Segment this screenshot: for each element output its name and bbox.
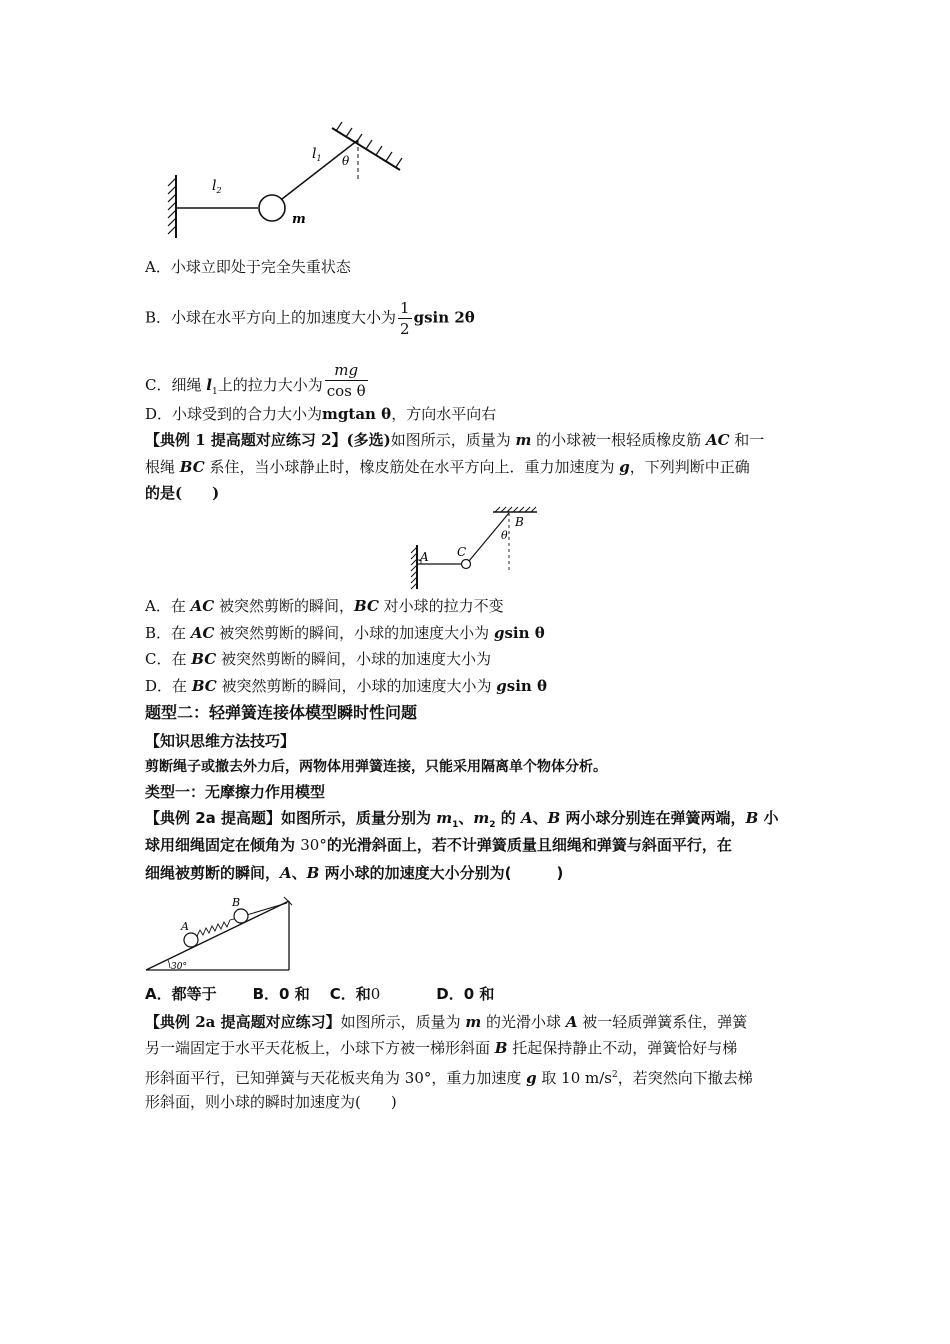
- section-title: 题型二：轻弹簧连接体模型瞬时性问题: [145, 703, 418, 722]
- ex1-line-3: 的是( ): [145, 484, 220, 502]
- ex2a-line-3: 细绳被剪断的瞬间，A、B 两小球的加速度大小分别为( ): [145, 864, 564, 882]
- fraction-half: $\frac{1}{2}$: [400, 299, 410, 338]
- figure-rubber-band: [405, 505, 545, 595]
- fig3-label-angle: 30°: [171, 962, 187, 972]
- fig2-label-b: B: [515, 515, 524, 529]
- figure-incline-spring: [144, 893, 294, 973]
- ex2b-line-1: 【典例 2a 提高题对应练习】如图所示，质量为 m 的光滑小球 A 被一轻质弹簧系住，弹簧: [145, 1013, 748, 1031]
- fig3-label-b: B: [232, 896, 241, 909]
- q1-option-a: A．小球立即处于完全失重状态: [145, 258, 351, 276]
- fig2-label-a: A: [420, 550, 429, 564]
- type-heading: 类型一：无摩擦力作用模型: [145, 783, 326, 801]
- q2-option-a: A．在 AC 被突然剪断的瞬间，BC 对小球的拉力不变: [145, 597, 504, 615]
- q3-option-b: B．0 和: [252, 985, 310, 1003]
- q2-option-c: C．在 BC 被突然剪断的瞬间，小球的加速度大小为: [145, 650, 491, 668]
- ex2b-line-4: 形斜面，则小球的瞬时加速度为( ): [145, 1093, 397, 1111]
- q1-option-b: B．小球在水平方向上的加速度大小为 $\frac{1}{2}$ gsin 2θ: [145, 299, 475, 338]
- tips-heading: 【知识思维方法技巧】: [145, 732, 296, 750]
- fraction-mg-cos: $\frac{mg}{\text{cos θ}}$: [326, 361, 366, 400]
- ex1-line-1: 【典例 1 提高题对应练习 2】(多选)如图所示，质量为 m 的小球被一根轻质橡皮筋 AC 和一: [145, 431, 765, 449]
- tips-text: 剪断绳子或撤去外力后，两物体用弹簧连接，只能采用隔离单个物体分析。: [145, 759, 607, 775]
- ex2a-line-2: 球用细绳固定在倾角为 30°的光滑斜面上，若不计弹簧质量且细绳和弹簧与斜面平行，在: [145, 836, 732, 854]
- fig1-m-label: m: [292, 212, 306, 227]
- fig1-l2-label: $l_2$: [212, 178, 222, 195]
- fig1-theta-label: θ: [342, 154, 350, 168]
- ex1-line-2: 根绳 BC 系住，当小球静止时，橡皮筋处在水平方向上．重力加速度为 g，下列判断中正确: [145, 458, 750, 476]
- q1-option-c: C．细绳 $l_1$上的拉力大小为 $\frac{mg}{\text{cos θ}}$: [145, 361, 366, 400]
- q3-options: A．都等于 B．0 和 C．和0 D．0 和: [145, 985, 495, 1003]
- figure-pendulum: [160, 120, 420, 245]
- q3-option-c: C．和: [329, 985, 371, 1003]
- q3-option-d: D．0 和: [436, 985, 495, 1003]
- fig3-label-a: A: [181, 920, 189, 933]
- ex2b-line-2: 另一端固定于水平天花板上，小球下方被一梯形斜面 B 托起保持静止不动，弹簧恰好与梯: [145, 1039, 738, 1057]
- fig2-label-c: C: [457, 545, 467, 559]
- fig2-label-theta: θ: [501, 529, 508, 542]
- q1-option-d: D．小球受到的合力大小为mgtan θ，方向水平向右: [145, 405, 497, 423]
- ex2a-line-1: 【典例 2a 提高题】如图所示，质量分别为 $m_1$、$m_2$ 的 A、B 两小球分别连在弹簧两端，B 小: [145, 809, 779, 830]
- fig1-l1-label: $l_1$: [312, 146, 322, 163]
- q2-option-b: B．在 AC 被突然剪断的瞬间，小球的加速度大小为 gsin θ: [145, 624, 545, 642]
- ex2b-line-3: 形斜面平行，已知弹簧与天花板夹角为 30°，重力加速度 g 取 10 $m/s^2$，若突然向下撤去梯: [145, 1069, 753, 1087]
- q2-option-d: D．在 BC 被突然剪断的瞬间，小球的加速度大小为 gsin θ: [145, 677, 548, 695]
- q3-option-a: A．都等于: [145, 985, 217, 1003]
